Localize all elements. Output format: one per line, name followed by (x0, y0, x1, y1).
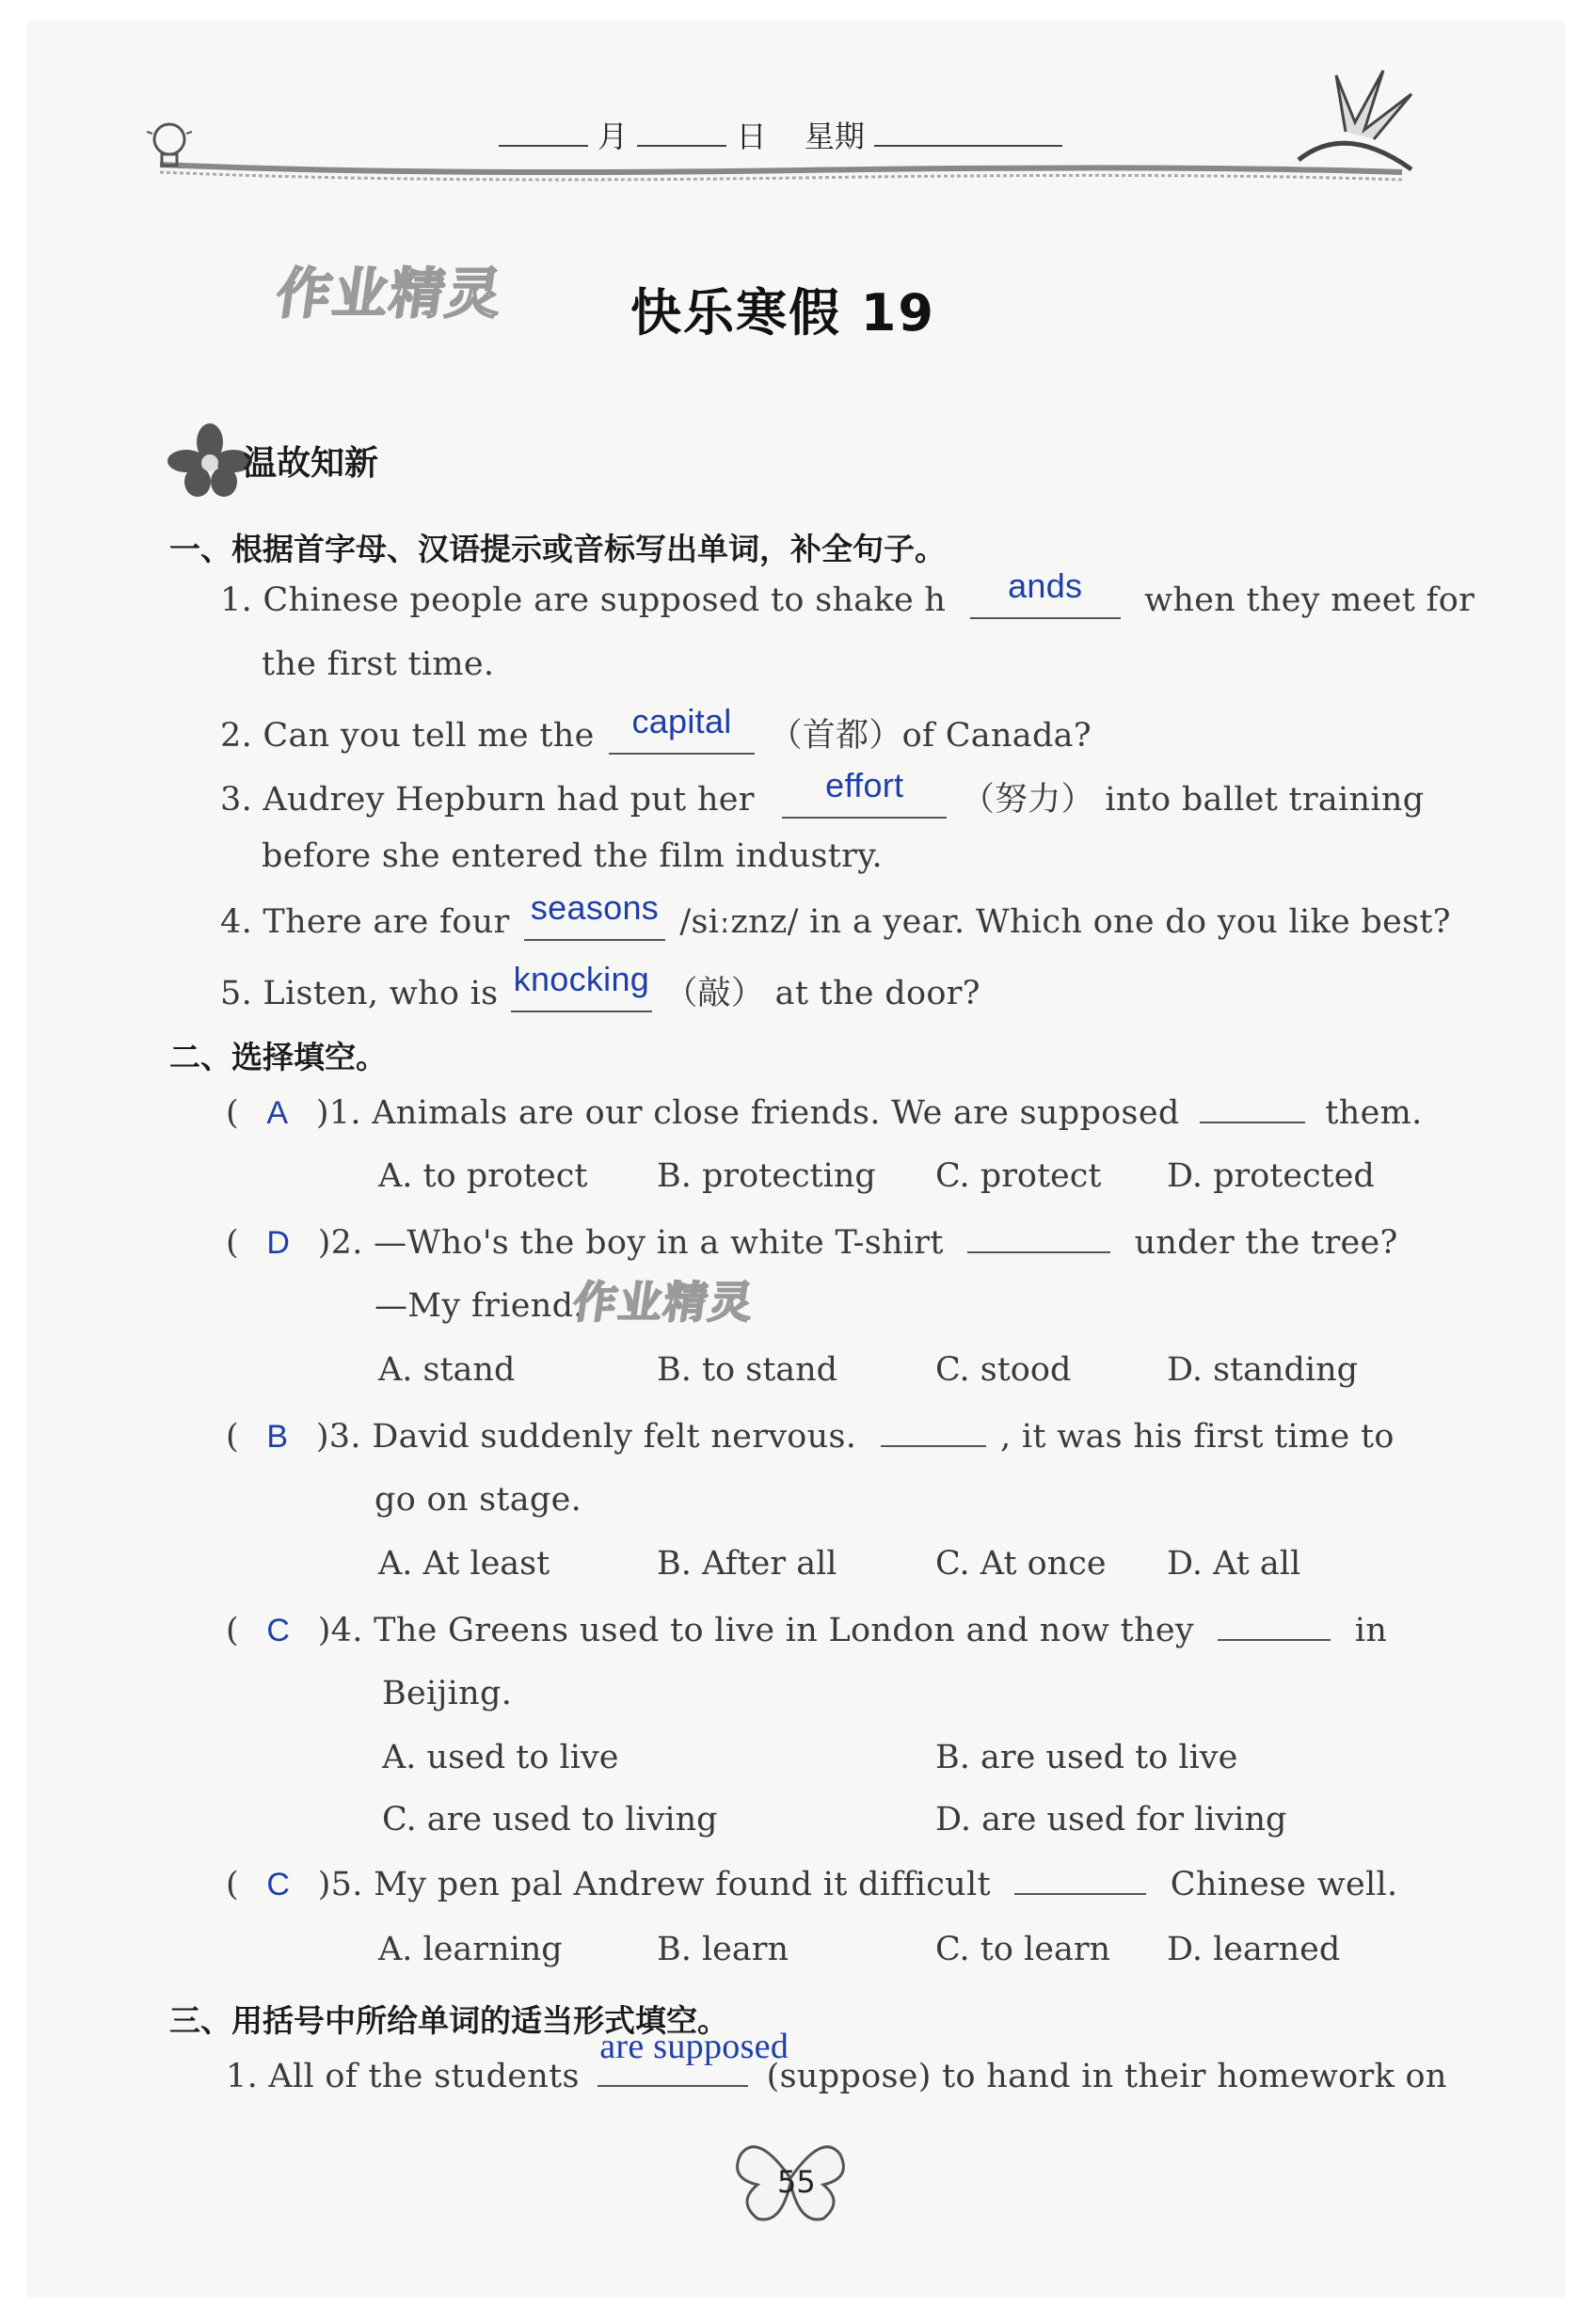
p1-q4: 4. There are four seasons /siːznz/ in a year. Which one do you like best? (220, 888, 1451, 941)
p2-q4-option-b: B. are used to live (935, 1739, 1238, 1776)
p2-q5-option-d: D. learned (1167, 1931, 1341, 1968)
p2-q1-answer: A (266, 1095, 289, 1131)
part2-heading: 二、选择填空。 (169, 1039, 387, 1075)
p2-q3-answer: B (266, 1419, 289, 1455)
p2-q4-cont: Beijing. (382, 1675, 513, 1712)
weekday-label: 星期 (804, 119, 865, 154)
date-header (499, 113, 1062, 156)
p2-q4: ( C )4. The Greens used to live in London and now they in (226, 1612, 1388, 1649)
p2-q3-option-d: D. At all (1167, 1545, 1301, 1583)
p1-q2: 2. Can you tell me the capital （首都）of Canada? (220, 702, 1092, 755)
bird-of-paradise-flower-icon (1280, 66, 1421, 179)
watermark-top: 作业精灵 (272, 262, 508, 326)
p2-q2-cont: —My friend. (375, 1287, 584, 1325)
part1-heading: 一、根据首字母、汉语提示或音标写出单词，补全句子。 (169, 531, 946, 567)
p2-q2-option-d: D. standing (1167, 1351, 1359, 1389)
page-title: 快乐寒假 19 (630, 283, 935, 342)
p2-q4-option-c: C. are used to living (382, 1801, 718, 1839)
p3-q1: 1. All of the students are supposed (suppose) to hand in their homework on (226, 2027, 1447, 2095)
month-label: 月 (598, 119, 629, 154)
p2-q3-option-a: A. At least (378, 1545, 550, 1583)
p2-q4-option-d: D. are used for living (935, 1801, 1287, 1839)
page-number: 55 (777, 2164, 816, 2200)
p2-q5-answer: C (266, 1867, 291, 1902)
p2-q2: ( D )2. —Who's the boy in a white T-shirt under the tree? (226, 1224, 1398, 1262)
p2-q3: ( B )3. David suddenly felt nervous. , it was his first time to (226, 1418, 1395, 1456)
p3-q1-answer: are supposed (599, 2027, 789, 2066)
p2-q5-option-b: B. learn (657, 1931, 789, 1968)
p2-q5-option-c: C. to learn (935, 1931, 1111, 1968)
p2-q5-option-a: A. learning (378, 1931, 563, 1968)
p1-q3-answer: effort (825, 766, 904, 804)
p1-q5: 5. Listen, who is knocking （敲） at the door? (220, 960, 980, 1012)
p2-q3-cont: go on stage. (375, 1481, 582, 1519)
badge-label: 温故知新 (243, 444, 379, 483)
p1-q3-cont: before she entered the film industry. (262, 837, 883, 875)
p2-q4-answer: C (266, 1613, 291, 1648)
p2-q2-option-a: A. stand (378, 1351, 516, 1389)
p1-q1-answer: ands (1008, 566, 1083, 605)
p1-q1-cont: the first time. (262, 645, 495, 683)
p1-q2-answer: capital (631, 702, 732, 740)
p2-q3-option-c: C. At once (935, 1545, 1107, 1583)
p2-q4-option-a: A. used to live (382, 1739, 619, 1776)
lightbulb-icon (141, 113, 198, 179)
p2-q1: ( A )1. Animals are our close friends. We are supposed them. (226, 1094, 1423, 1132)
p2-q1-option-c: C. protect (935, 1157, 1102, 1195)
p1-q4-answer: seasons (530, 888, 660, 927)
p2-q2-answer: D (266, 1225, 291, 1261)
day-label: 日 (736, 119, 767, 154)
p2-q1-option-d: D. protected (1167, 1157, 1375, 1195)
p1-q3: 3. Audrey Hepburn had put her effort （努力） into ballet training (220, 766, 1425, 819)
flower-icon (167, 423, 252, 499)
part3-heading: 三、用括号中所给单词的适当形式填空。 (169, 2002, 728, 2039)
p2-q1-option-a: A. to protect (378, 1157, 588, 1195)
p2-q1-option-b: B. protecting (657, 1157, 876, 1195)
p2-q5: ( C )5. My pen pal Andrew found it difficult Chinese well. (226, 1866, 1398, 1903)
p2-q3-option-b: B. After all (657, 1545, 837, 1583)
section-badge (167, 423, 440, 495)
watermark-mid: 作业精灵 (569, 1277, 758, 1328)
p2-q2-option-b: B. to stand (657, 1351, 838, 1389)
p1-q1: 1. Chinese people are supposed to shake h ands when they meet for (220, 566, 1475, 619)
p1-q5-answer: knocking (513, 960, 650, 998)
p2-q2-option-c: C. stood (935, 1351, 1072, 1389)
